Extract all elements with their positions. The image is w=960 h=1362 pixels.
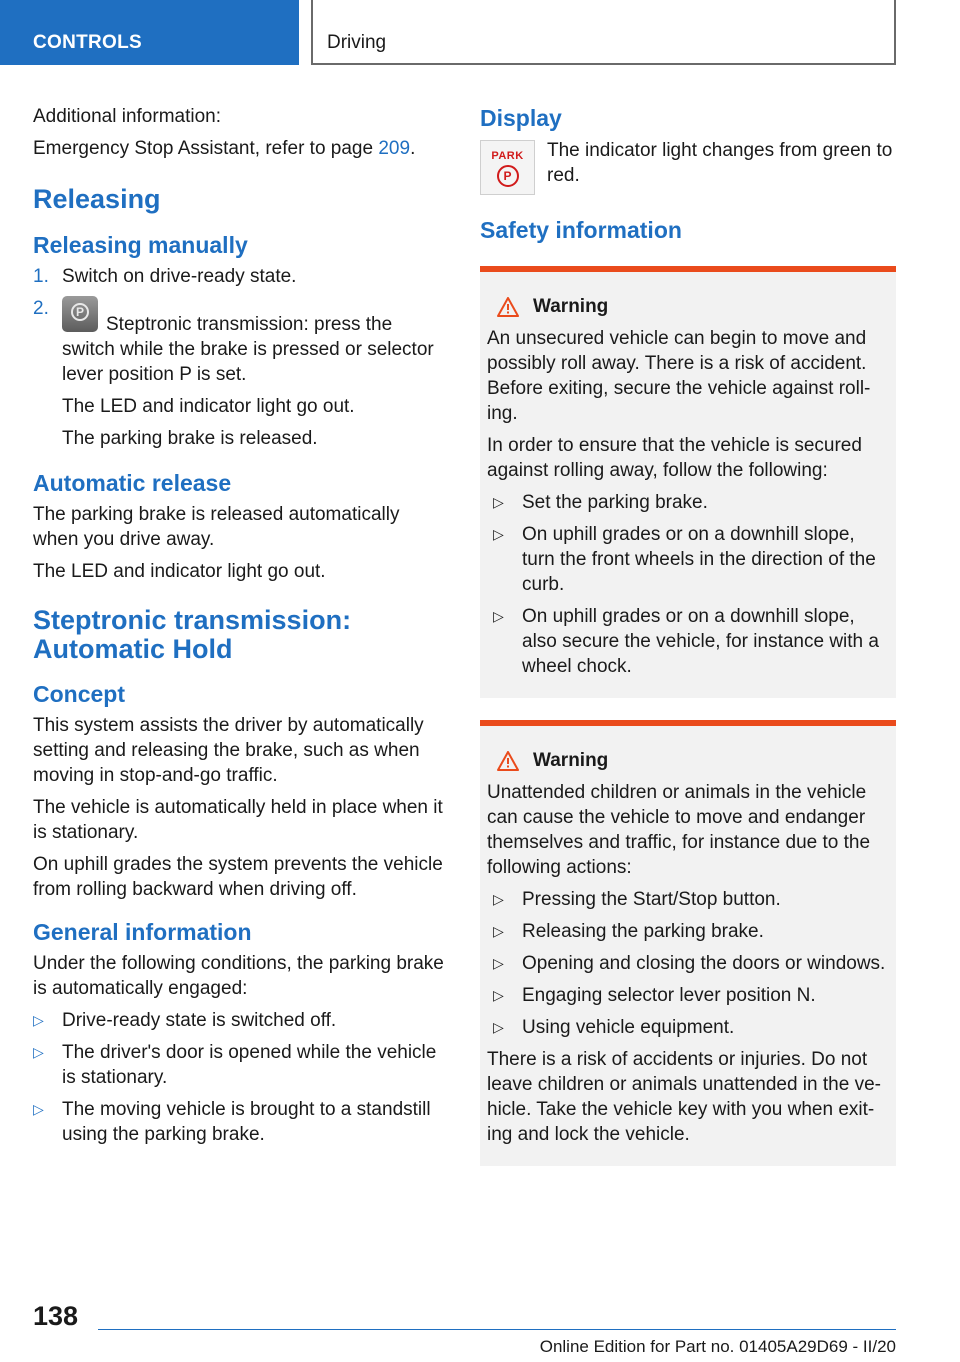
step-sub-text: The LED and indicator light go out. — [62, 396, 355, 417]
warning-list — [493, 887, 889, 1040]
list-item: ▷ Releasing the parking brake. — [493, 919, 889, 944]
paragraph: There is a risk of accidents or injuries. Do not leave children or animals unattended in the vehicle. Take the vehicle key with you when exiting and lock the vehicle. — [487, 1049, 881, 1145]
park-indicator-icon: PARK P — [480, 140, 535, 195]
parking-brake-switch-icon — [62, 296, 98, 332]
section-label: Driving — [327, 32, 387, 53]
list-item: ▷ The moving vehicle is brought to a standstill using the parking brake. — [33, 1097, 447, 1147]
paragraph: Under the following conditions, the parking brake is automatically engaged: — [33, 953, 444, 999]
warning-list — [493, 490, 889, 679]
list-item: ▷ The driver's door is opened while the vehicle is stationary. — [33, 1040, 447, 1090]
list-item: ▷ Drive-ready state is switched off. — [33, 1008, 447, 1033]
heading-concept: Concept — [33, 681, 125, 707]
warning-triangle-icon — [497, 751, 519, 771]
heading-releasing: Releasing — [33, 184, 161, 214]
heading-general-information: General information — [33, 919, 252, 945]
heading-display: Display — [480, 105, 562, 131]
list-item: ▷ Pressing the Start/Stop button. — [493, 887, 889, 912]
additional-info-label: Additional information: — [33, 106, 221, 127]
additional-info-text: Emergency Stop Assistant, refer to page 209. — [33, 138, 416, 159]
step-sub-text: The parking brake is released. — [62, 428, 318, 449]
step-item: 2. PSteptronic transmission: press the switch while the brake is pressed or selector lever position P is set. The LED and indicator light go out. The parking brake is released. — [33, 296, 447, 451]
heading-releasing-manually: Releasing manually — [33, 232, 248, 258]
list-item: ▷ Set the parking brake. — [493, 490, 889, 515]
warning-title: Warning — [533, 750, 609, 771]
heading-automatic-hold: Steptronic transmission: Automatic Hold — [33, 605, 352, 664]
heading-automatic-release: Automatic release — [33, 470, 232, 496]
paragraph: Unattended children or animals in the vehicle can cause the vehicle to move and endanger themselves and traffic, for instance due to the following actions: — [487, 782, 871, 878]
page-link-209[interactable]: 209 — [378, 138, 411, 159]
list-item: ▷ Using vehicle equipment. — [493, 1015, 889, 1040]
list-item: ▷ Engaging selector lever position N. — [493, 983, 889, 1008]
right-column — [480, 104, 896, 1166]
paragraph: The vehicle is automatically held in place when it is stationary. — [33, 797, 443, 843]
conditions-list — [33, 1008, 447, 1147]
list-item: ▷ Opening and closing the doors or windows. — [493, 951, 889, 976]
paragraph: This system assists the driver by automatically setting and releasing the brake, such as when moving in stop-and-go traffic. — [33, 715, 424, 786]
warning-triangle-icon — [497, 297, 519, 317]
heading-safety-information: Safety information — [480, 217, 682, 243]
step-item: 1. Switch on drive-ready state. — [33, 266, 297, 287]
page-number: 138 — [33, 1301, 79, 1331]
warning-box — [480, 266, 896, 698]
paragraph: In order to ensure that the vehicle is secured against rolling away, follow the following: — [487, 435, 862, 481]
display-description: The indicator light changes from green to red. — [547, 140, 893, 186]
display-row — [480, 138, 896, 194]
warning-title: Warning — [533, 296, 609, 317]
section-tab — [311, 0, 896, 65]
paragraph: On uphill grades the system prevents the vehicle from rolling backward when driving off. — [33, 854, 443, 900]
warning-box — [480, 720, 896, 1166]
list-item: ▷ On uphill grades or on a downhill slope, also secure the vehicle, for instance with a wheel chock. — [493, 604, 889, 679]
list-item: ▷ On uphill grades or on a downhill slope, turn the front wheels in the direction of the curb. — [493, 522, 889, 597]
footer-divider — [98, 1329, 896, 1330]
paragraph: The LED and indicator light go out. — [33, 561, 326, 582]
left-column — [33, 104, 447, 1154]
chapter-tab[interactable] — [0, 0, 299, 65]
footer-edition: Online Edition for Part no. 01405A29D69 - II/20 — [539, 1337, 896, 1356]
paragraph: The parking brake is released automatically when you drive away. — [33, 504, 400, 550]
release-steps — [33, 264, 447, 451]
paragraph: An unsecured vehicle can begin to move and possibly roll away. There is a risk of accident. Before exiting, secure the vehicle against rolling. — [487, 328, 871, 424]
chapter-label: CONTROLS — [33, 32, 143, 53]
